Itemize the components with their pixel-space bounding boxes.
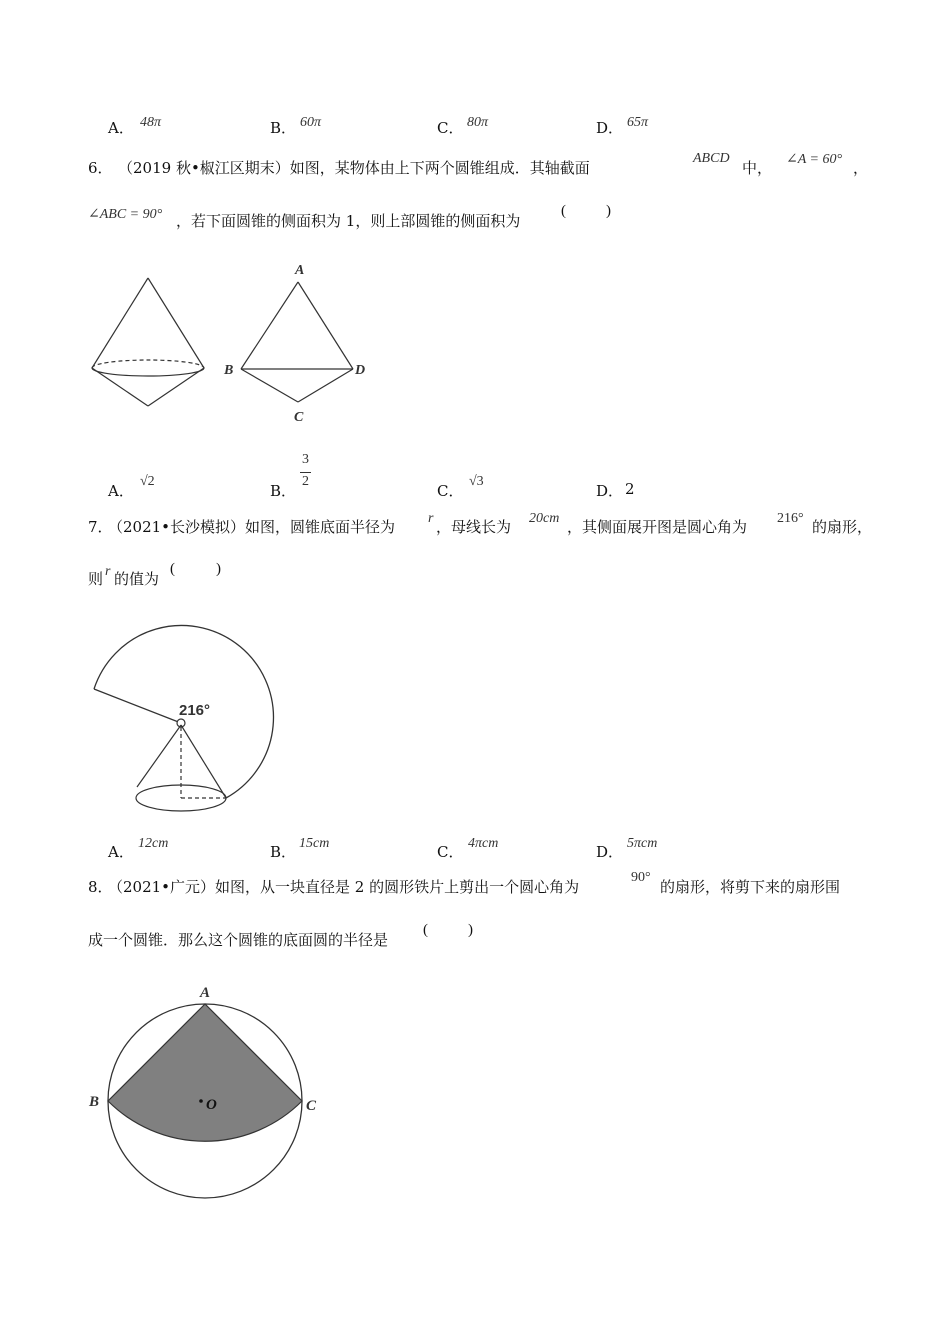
q8-answer-paren-close[interactable]: ) [468, 922, 473, 938]
q8-text-line1-b: 的扇形，将剪下来的扇形围 [660, 878, 841, 896]
q8-text-line2: 成一个圆锥．那么这个圆锥的底面圆的半径是 [88, 931, 389, 949]
q6-option-b-label[interactable]: B． [270, 482, 297, 500]
q7-figure [85, 615, 285, 815]
q6-answer-paren-open[interactable]: ( [561, 203, 566, 219]
q7-number: 7． [88, 518, 113, 536]
q6-math-angle-a: ∠A = 60° [786, 152, 843, 167]
q6-comma: ， [853, 159, 869, 177]
q7-option-d-value: 5πcm [627, 836, 658, 851]
center-point-o [199, 1099, 203, 1103]
q6-option-d-value: 2 [625, 480, 635, 498]
q7-option-b-value: 15cm [299, 836, 330, 851]
q7-text-line1-c: ，其侧面展开图是圆心角为 [567, 518, 748, 536]
q7-text-line2-b: 的值为 [114, 570, 160, 588]
q6-text-line2: ，若下面圆锥的侧面积为 1，则上部圆锥的侧面积为 [176, 212, 521, 230]
q6-text-line1-b: 中， [742, 159, 773, 177]
q7-text-line2-a: 则 [88, 570, 104, 588]
q6-math-angle-abc: ∠ABC = 90° [88, 207, 163, 222]
q7-option-a-label[interactable]: A． [108, 843, 134, 861]
q8-answer-paren-open[interactable]: ( [423, 922, 428, 938]
q6-option-d-label[interactable]: D． [596, 482, 624, 500]
q6-answer-paren-close[interactable]: ) [606, 203, 611, 219]
q5-option-a-value: 48π [140, 115, 162, 130]
q6-text-line1-a: （2019 秋•椒江区期末）如图，某物体由上下两个圆锥组成．其轴截面 [118, 159, 590, 177]
q8-number: 8． [88, 878, 113, 896]
q6-option-a-label[interactable]: A． [108, 482, 134, 500]
q6-label-c: C [294, 410, 304, 425]
q8-label-a: A [200, 985, 211, 1001]
q6-label-d: D [355, 363, 366, 378]
q6-option-b-num: 3 [302, 452, 309, 467]
q8-figure [80, 975, 340, 1205]
q7-answer-paren-open[interactable]: ( [170, 561, 175, 577]
q6-option-b-fraction-bar [300, 472, 311, 473]
q5-option-a-label[interactable]: A． [108, 119, 134, 137]
q6-figure [80, 255, 390, 430]
q8-text-line1-a: （2021•广元）如图，从一块直径是 2 的圆形铁片上剪出一个圆心角为 [108, 878, 580, 896]
q7-option-c-label[interactable]: C． [437, 843, 464, 861]
q8-label-o: O [206, 1097, 217, 1113]
q5-option-b-label[interactable]: B． [270, 119, 297, 137]
q8-label-c: C [306, 1098, 317, 1114]
q8-label-b: B [89, 1094, 100, 1110]
q6-number: 6． [88, 159, 113, 177]
q7-angle-label: 216° [179, 702, 211, 719]
q7-math-length: 20cm [529, 511, 560, 526]
q5-option-c-value: 80π [467, 115, 489, 130]
q6-option-a-value: √2 [140, 474, 155, 489]
q5-option-d-value: 65π [627, 115, 649, 130]
q6-option-b-den: 2 [302, 474, 309, 489]
cross-section-abcd [241, 282, 353, 402]
cone-drawing [136, 725, 226, 811]
q6-option-c-label[interactable]: C． [437, 482, 464, 500]
q7-option-a-value: 12cm [138, 836, 169, 851]
q7-math-degree: 216° [777, 511, 804, 526]
q7-option-c-value: 4πcm [468, 836, 499, 851]
q7-option-b-label[interactable]: B． [270, 843, 297, 861]
q7-math-r2: r [105, 564, 111, 579]
q7-text-line1-d: 的扇形， [812, 518, 873, 536]
q5-option-b-value: 60π [300, 115, 322, 130]
q7-math-r: r [428, 511, 434, 526]
q7-text-line1-b: ，母线长为 [436, 518, 512, 536]
q6-math-abcd: ABCD [693, 151, 730, 166]
q5-option-c-label[interactable]: C． [437, 119, 464, 137]
q6-label-a: A [295, 263, 305, 278]
q8-math-degree: 90° [631, 870, 651, 885]
q7-option-d-label[interactable]: D． [596, 843, 624, 861]
q6-option-c-value: √3 [469, 474, 484, 489]
q6-label-b: B [224, 363, 234, 378]
q7-text-line1-a: （2021•长沙模拟）如图，圆锥底面半径为 [108, 518, 396, 536]
q7-answer-paren-close[interactable]: ) [216, 561, 221, 577]
double-cone-drawing [92, 278, 204, 406]
shaded-sector [108, 1004, 302, 1141]
q5-option-d-label[interactable]: D． [596, 119, 624, 137]
